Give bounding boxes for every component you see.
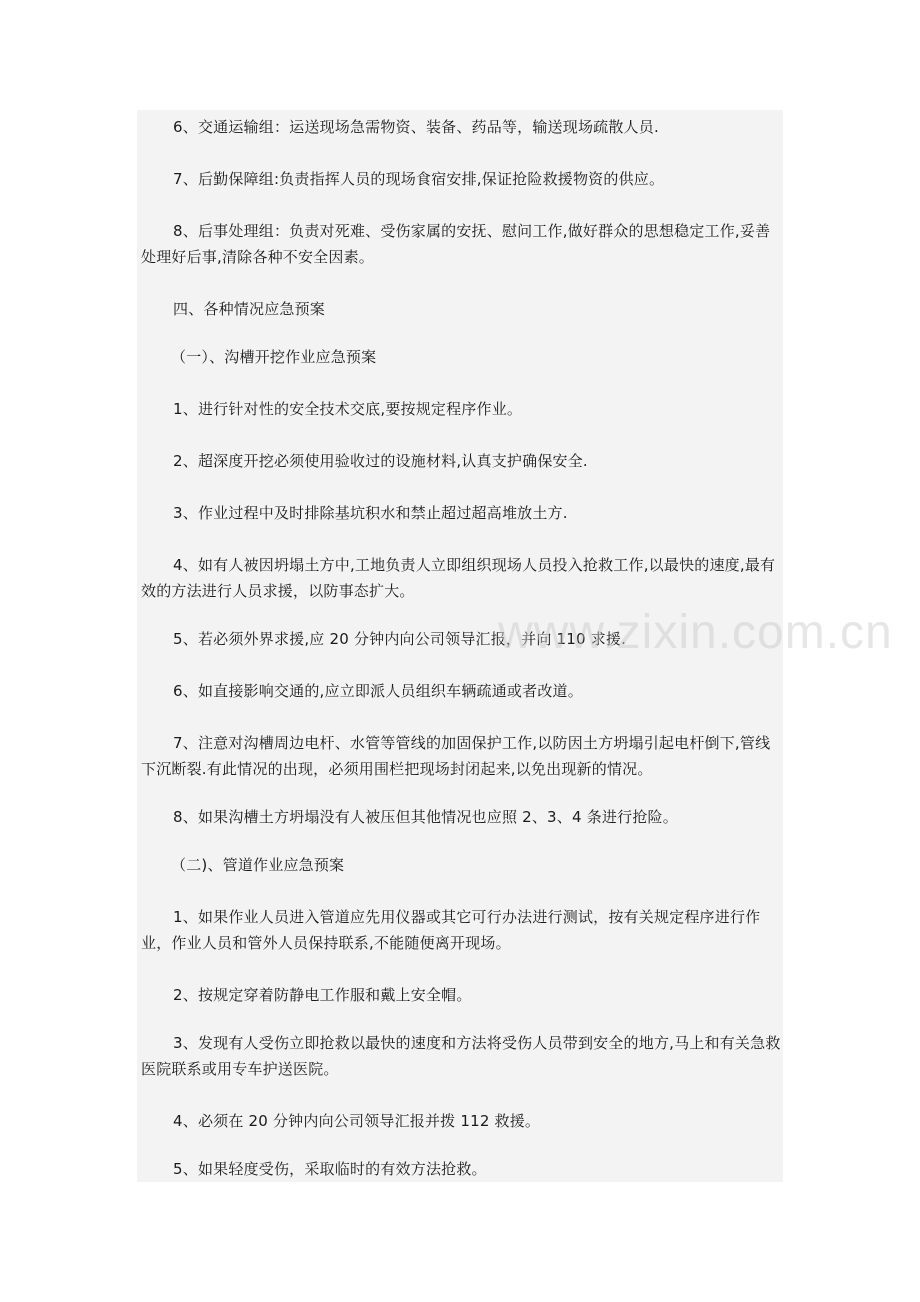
paragraph-pipeline-item-3: 3、发现有人受伤立即抢救以最快的速度和方法将受伤人员带到安全的地方,马上和有关急救医院联系或用专车护送医院。 bbox=[141, 1034, 781, 1078]
paragraph-trench-item-7: 7、注意对沟槽周边电杆、水管等管线的加固保护工作,以防因土方坍塌引起电杆倒下,管线下沉断裂.有此情况的出现，必须用围栏把现场封闭起来,以免出现新的情况。 bbox=[141, 734, 771, 778]
paragraph-pipeline-item-4: 4、必须在 20 分钟内向公司领导汇报并拨 112 救援。 bbox=[173, 1112, 541, 1130]
paragraph-trench-item-1: 1、进行针对性的安全技术交底,要按规定程序作业。 bbox=[173, 400, 523, 418]
paragraph-trench-item-3: 3、作业过程中及时排除基坑积水和禁止超过超高堆放土方. bbox=[173, 504, 568, 522]
watermark: www.zixin.com.cn bbox=[498, 606, 893, 659]
section-heading-contingency-plans: 四、各种情况应急预案 bbox=[173, 300, 326, 318]
paragraph-pipeline-item-1: 1、如果作业人员进入管道应先用仪器或其它可行办法进行测试，按有关规定程序进行作业，作业人员和管外人员保持联系,不能随便离开现场。 bbox=[141, 908, 761, 952]
subsection-heading-trench-excavation: （一）、沟槽开挖作业应急预案 bbox=[171, 348, 377, 366]
document-panel bbox=[137, 110, 783, 1182]
paragraph-trench-item-8: 8、如果沟槽土方坍塌没有人被压但其他情况也应照 2、3、4 条进行抢险。 bbox=[173, 808, 678, 826]
paragraph-pipeline-item-5: 5、如果轻度受伤，采取临时的有效方法抢救。 bbox=[173, 1160, 487, 1178]
paragraph-logistics-group: 7、后勤保障组:负责指挥人员的现场食宿安排,保证抢险救援物资的供应。 bbox=[173, 170, 665, 188]
paragraph-aftermath-group: 8、后事处理组：负责对死难、受伤家属的安抚、慰问工作,做好群众的思想稳定工作,妥善处理好后事,清除各种不安全因素。 bbox=[141, 222, 771, 266]
subsection-heading-pipeline-work: （二)、管道作业应急预案 bbox=[171, 856, 345, 874]
paragraph-trench-item-4: 4、如有人被因坍塌土方中,工地负责人立即组织现场人员投入抢救工作,以最快的速度,最有效的方法进行人员求援，以防事态扩大。 bbox=[141, 556, 776, 600]
paragraph-pipeline-item-2: 2、按规定穿着防静电工作服和戴上安全帽。 bbox=[173, 986, 472, 1004]
paragraph-trench-item-2: 2、超深度开挖必须使用验收过的设施材料,认真支护确保安全. bbox=[173, 452, 588, 470]
paragraph-trench-item-6: 6、如直接影响交通的,应立即派人员组织车辆疏通或者改道。 bbox=[173, 682, 583, 700]
paragraph-transport-group: 6、交通运输组：运送现场急需物资、装备、药品等，输送现场疏散人员. bbox=[173, 118, 659, 136]
paragraph-trench-item-5: 5、若必须外界求援,应 20 分钟内向公司领导汇报，并向 110 求援. bbox=[173, 630, 627, 648]
